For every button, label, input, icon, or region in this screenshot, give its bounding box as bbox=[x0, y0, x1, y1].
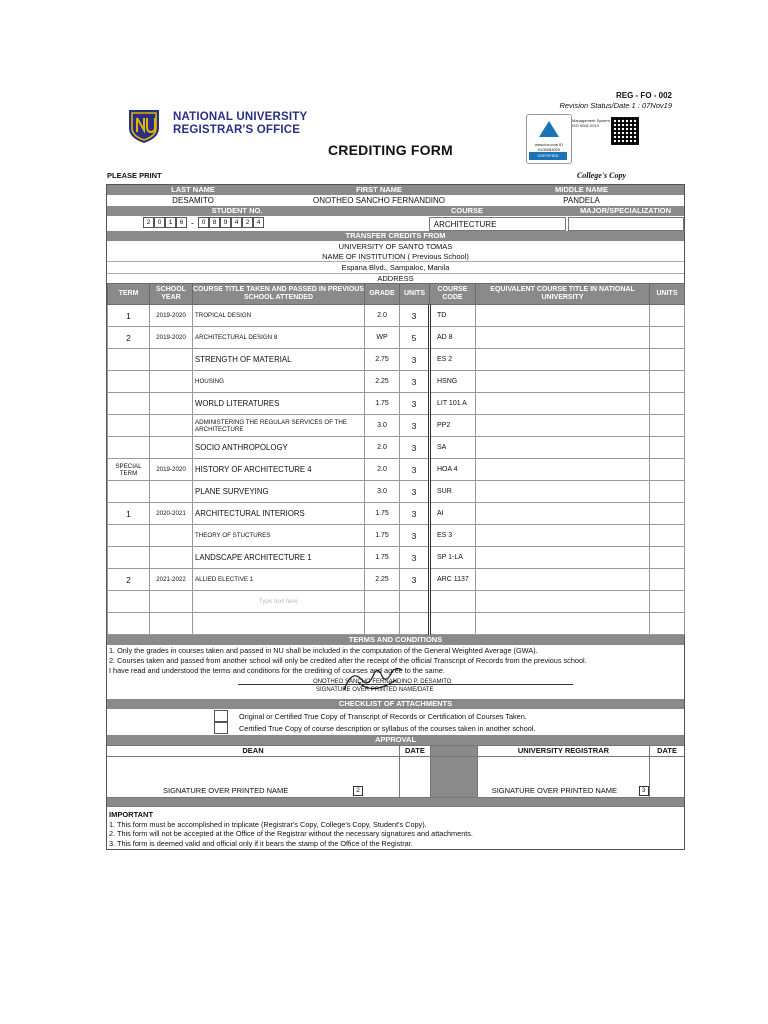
credit-grade[interactable]: 1.75 bbox=[365, 503, 400, 525]
credit-equivalent-units[interactable] bbox=[650, 569, 685, 591]
form-title: CREDITING FORM bbox=[328, 142, 453, 158]
middle-name-label: MIDDLE NAME bbox=[555, 185, 608, 194]
important-item-1: 1. This form must be accomplished in triplicate (Registrar's Copy, College's Copy, Student's Copy). bbox=[109, 819, 427, 829]
credit-grade[interactable]: 1.75 bbox=[365, 393, 400, 415]
credit-course-title[interactable]: TROPICAL DESIGN bbox=[193, 305, 365, 327]
credit-term[interactable] bbox=[108, 613, 150, 635]
credit-grade[interactable]: 2.25 bbox=[365, 569, 400, 591]
credits-table-row bbox=[108, 415, 685, 437]
last-name-label: LAST NAME bbox=[171, 185, 215, 194]
credit-school-year[interactable]: 2020-2021 bbox=[150, 503, 193, 525]
credit-course-code[interactable]: SP 1-LA bbox=[430, 547, 476, 569]
credit-units[interactable]: 3 bbox=[400, 349, 430, 371]
student-no-digit[interactable]: 4 bbox=[253, 217, 264, 228]
col-course-code: COURSE CODE bbox=[430, 284, 476, 305]
col-course-title: COURSE TITLE TAKEN AND PASSED IN PREVIOUS SCHOOL ATTENDED bbox=[193, 284, 365, 305]
university-name-line2: REGISTRAR'S OFFICE bbox=[173, 124, 301, 136]
credit-term[interactable] bbox=[108, 591, 150, 613]
credit-course-title[interactable]: ALLIED ELECTIVE 1 bbox=[193, 569, 365, 591]
credit-equivalent-title[interactable] bbox=[476, 547, 650, 569]
credits-table-row bbox=[108, 437, 685, 459]
credit-grade[interactable]: 2.25 bbox=[365, 371, 400, 393]
course-field[interactable]: ARCHITECTURE bbox=[429, 217, 566, 231]
student-no-digit[interactable]: 1 bbox=[165, 217, 176, 228]
approval-signature-row bbox=[107, 756, 684, 797]
credit-term[interactable]: 1 bbox=[108, 503, 150, 525]
dean-signature-label: SIGNATURE OVER PRINTED NAME bbox=[163, 786, 289, 795]
registrar-signature-label: SIGNATURE OVER PRINTED NAME bbox=[491, 786, 618, 795]
credit-grade[interactable]: 2.0 bbox=[365, 459, 400, 481]
signature-label: SIGNATURE OVER PRINTED NAME/DATE bbox=[316, 687, 434, 693]
address-field[interactable]: Espana Blvd., Sampaloc, Manila bbox=[107, 261, 684, 273]
credit-equivalent-units[interactable] bbox=[650, 415, 685, 437]
credit-course-code[interactable]: HOA 4 bbox=[430, 459, 476, 481]
credit-grade[interactable]: 1.75 bbox=[365, 547, 400, 569]
signer-name: ONOTHEO SANCHO FERNANDINO P. DESAMITO bbox=[313, 679, 452, 685]
important-item-2: 2. This form will not be accepted at the Office of the Registrar without the necessary signatures and attachments. bbox=[109, 829, 473, 838]
credit-equivalent-title[interactable] bbox=[476, 415, 650, 437]
credit-equivalent-title[interactable] bbox=[476, 437, 650, 459]
credit-equivalent-title[interactable] bbox=[476, 503, 650, 525]
registrar-date-label: DATE bbox=[657, 746, 677, 755]
credit-equivalent-title[interactable] bbox=[476, 459, 650, 481]
credit-units[interactable]: 3 bbox=[400, 415, 430, 437]
credits-table-row bbox=[108, 613, 685, 635]
credit-course-title[interactable]: HISTORY OF ARCHITECTURE 4 bbox=[193, 459, 365, 481]
credit-units[interactable]: 3 bbox=[400, 481, 430, 503]
name-value-row bbox=[107, 195, 684, 206]
terms-header-label: TERMS AND CONDITIONS bbox=[348, 635, 443, 644]
col-units2: UNITS bbox=[650, 284, 685, 305]
credit-equivalent-title[interactable] bbox=[476, 305, 650, 327]
credit-school-year[interactable] bbox=[150, 547, 193, 569]
credit-course-code[interactable]: AI bbox=[430, 503, 476, 525]
col-units: UNITS bbox=[400, 284, 430, 305]
terms-header bbox=[107, 635, 684, 645]
credit-school-year[interactable] bbox=[150, 525, 193, 547]
credit-term[interactable] bbox=[108, 437, 150, 459]
checklist-item-1-label: Original or Certified True Copy of Transcript of Records or Certification of Courses Taken. bbox=[239, 711, 527, 721]
credit-term[interactable] bbox=[108, 371, 150, 393]
student-no-dash: - bbox=[191, 217, 194, 228]
dean-label: DEAN bbox=[107, 746, 400, 756]
credits-table-row bbox=[108, 393, 685, 415]
credit-units[interactable]: 3 bbox=[400, 459, 430, 481]
credit-grade[interactable] bbox=[365, 591, 400, 613]
credit-units[interactable] bbox=[400, 591, 430, 613]
major-label: MAJOR/SPECIALIZATION bbox=[579, 206, 672, 215]
credit-course-title[interactable] bbox=[193, 613, 365, 635]
credit-units[interactable]: 3 bbox=[400, 525, 430, 547]
credit-units[interactable]: 3 bbox=[400, 305, 430, 327]
credit-units[interactable]: 3 bbox=[400, 371, 430, 393]
revision-status: Revision Status/Date 1 : 07Nov19 bbox=[559, 101, 672, 110]
checklist-header-label: CHECKLIST OF ATTACHMENTS bbox=[338, 699, 453, 708]
dean-signature-field[interactable] bbox=[107, 757, 400, 797]
credit-school-year[interactable] bbox=[150, 415, 193, 437]
credit-course-code[interactable] bbox=[430, 591, 476, 613]
registrar-signature-field[interactable] bbox=[478, 757, 650, 797]
credit-course-code[interactable]: ES 3 bbox=[430, 525, 476, 547]
credit-units[interactable]: 3 bbox=[400, 437, 430, 459]
student-no-boxes bbox=[107, 216, 429, 229]
qr-code-icon bbox=[611, 117, 639, 145]
credit-units[interactable] bbox=[400, 613, 430, 635]
transfer-credits-label: TRANSFER CREDITS FROM bbox=[345, 231, 446, 240]
dean-copy-number: 2 bbox=[353, 786, 363, 796]
credit-grade[interactable]: 1.75 bbox=[365, 525, 400, 547]
credit-equivalent-title[interactable] bbox=[476, 591, 650, 613]
credit-units[interactable]: 3 bbox=[400, 547, 430, 569]
credit-equivalent-title[interactable] bbox=[476, 525, 650, 547]
credit-term[interactable]: SPECIAL TERM bbox=[108, 459, 150, 481]
student-no-digit[interactable]: 2 bbox=[143, 217, 154, 228]
credit-course-title[interactable]: LANDSCAPE ARCHITECTURE 1 bbox=[193, 547, 365, 569]
credit-equivalent-title[interactable] bbox=[476, 327, 650, 349]
credit-school-year[interactable]: 2019-2020 bbox=[150, 327, 193, 349]
credits-table-row bbox=[108, 481, 685, 503]
credit-term[interactable] bbox=[108, 393, 150, 415]
credit-course-title[interactable]: WORLD LITERATURES bbox=[193, 393, 365, 415]
credit-course-code[interactable]: ARC 1137 bbox=[430, 569, 476, 591]
credit-equivalent-title[interactable] bbox=[476, 481, 650, 503]
credit-course-code[interactable]: LIT 101 A bbox=[430, 393, 476, 415]
crediting-form bbox=[106, 184, 685, 850]
student-no-field[interactable] bbox=[107, 216, 429, 231]
credit-equivalent-units[interactable] bbox=[650, 327, 685, 349]
credit-course-title[interactable]: ARCHITECTURAL DESIGN 8 bbox=[193, 327, 365, 349]
institution-label: NAME OF INSTITUTION ( Previous School) bbox=[322, 252, 469, 261]
credit-school-year[interactable]: 2021-2022 bbox=[150, 569, 193, 591]
terms-item-1: 1. Only the grades in courses taken and passed in NU shall be included in the computation of the General Weighted Average (GWA). bbox=[109, 646, 538, 655]
credit-term[interactable]: 2 bbox=[108, 569, 150, 591]
credit-course-title[interactable]: THEORY OF STUCTURES bbox=[193, 525, 365, 547]
terms-agreement: I have read and understood the terms and conditions for the crediting of courses and agree to the same. bbox=[109, 666, 445, 675]
credit-school-year[interactable] bbox=[150, 349, 193, 371]
dean-date-field[interactable] bbox=[400, 757, 431, 797]
credit-units[interactable]: 3 bbox=[400, 569, 430, 591]
credit-grade[interactable]: 3.0 bbox=[365, 415, 400, 437]
credit-grade[interactable] bbox=[365, 613, 400, 635]
credit-school-year[interactable] bbox=[150, 371, 193, 393]
credit-term[interactable] bbox=[108, 349, 150, 371]
credit-course-title[interactable]: HOUSING bbox=[193, 371, 365, 393]
checkbox-transcript[interactable] bbox=[214, 710, 228, 722]
credit-school-year[interactable]: 2019-2020 bbox=[150, 459, 193, 481]
credit-equivalent-units[interactable] bbox=[650, 547, 685, 569]
important-header: IMPORTANT bbox=[109, 810, 154, 819]
checklist-item-1 bbox=[107, 710, 684, 722]
student-course-header-row bbox=[107, 206, 684, 216]
credit-school-year[interactable] bbox=[150, 591, 193, 613]
credit-grade[interactable]: 3.0 bbox=[365, 481, 400, 503]
nu-seal-logo bbox=[125, 108, 163, 144]
terms-body bbox=[107, 645, 684, 699]
credit-equivalent-title[interactable] bbox=[476, 349, 650, 371]
tuv-certification-badge bbox=[526, 114, 572, 164]
credits-table-row bbox=[108, 525, 685, 547]
col-term: TERM bbox=[108, 284, 150, 305]
credit-equivalent-units[interactable] bbox=[650, 305, 685, 327]
address-label: ADDRESS bbox=[107, 273, 684, 283]
credit-equivalent-units[interactable] bbox=[650, 613, 685, 635]
student-no-digit[interactable]: 4 bbox=[231, 217, 242, 228]
credit-course-title[interactable]: ADMINISTERING THE REGULAR SERVICES OF THE ARCHITECTURE bbox=[193, 415, 365, 437]
credit-grade[interactable]: 2.75 bbox=[365, 349, 400, 371]
credit-course-title[interactable]: PLANE SURVEYING bbox=[193, 481, 365, 503]
credit-term[interactable]: 1 bbox=[108, 305, 150, 327]
student-no-digit[interactable]: 0 bbox=[198, 217, 209, 228]
credit-equivalent-title[interactable] bbox=[476, 371, 650, 393]
name-header-row bbox=[107, 185, 684, 195]
credits-table-row bbox=[108, 459, 685, 481]
credit-equivalent-units[interactable] bbox=[650, 591, 685, 613]
credit-equivalent-title[interactable] bbox=[476, 613, 650, 635]
cert-small-text: www.tuv.com ID 9105083020 bbox=[534, 142, 564, 152]
credits-table-row bbox=[108, 591, 685, 613]
credit-equivalent-units[interactable] bbox=[650, 525, 685, 547]
student-no-digit[interactable]: 6 bbox=[176, 217, 187, 228]
credit-units[interactable]: 3 bbox=[400, 393, 430, 415]
credit-course-code[interactable]: SA bbox=[430, 437, 476, 459]
credit-units[interactable]: 5 bbox=[400, 327, 430, 349]
credit-equivalent-units[interactable] bbox=[650, 437, 685, 459]
student-signature-block bbox=[109, 676, 682, 698]
student-no-digit[interactable]: 8 bbox=[209, 217, 220, 228]
credit-course-title[interactable]: ARCHITECTURAL INTERIORS bbox=[193, 503, 365, 525]
credit-equivalent-units[interactable] bbox=[650, 503, 685, 525]
registrar-date-field[interactable] bbox=[650, 757, 684, 797]
dean-date-label: DATE bbox=[400, 746, 431, 756]
col-grade: GRADE bbox=[365, 284, 400, 305]
important-notes bbox=[107, 806, 684, 849]
important-item-3: 3. This form is deemed valid and official only if it bears the stamp of the Office of the Registrar. bbox=[109, 838, 413, 848]
tuv-triangle-icon bbox=[539, 121, 559, 137]
credit-equivalent-title[interactable] bbox=[476, 393, 650, 415]
checklist-item-2 bbox=[107, 722, 684, 734]
credits-table-row bbox=[108, 569, 685, 591]
credit-term[interactable] bbox=[108, 547, 150, 569]
student-course-value-row bbox=[107, 216, 684, 231]
credits-table-row bbox=[108, 349, 685, 371]
credit-term[interactable]: 2 bbox=[108, 327, 150, 349]
credit-school-year[interactable] bbox=[150, 437, 193, 459]
credits-table-row bbox=[108, 371, 685, 393]
course-label: COURSE bbox=[450, 206, 484, 215]
transfer-credits-header bbox=[107, 231, 684, 241]
credit-course-code[interactable]: SUR bbox=[430, 481, 476, 503]
credits-table-row bbox=[108, 503, 685, 525]
credit-units[interactable]: 3 bbox=[400, 503, 430, 525]
approval-header-label: APPROVAL bbox=[374, 735, 417, 744]
col-school-year: SCHOOL YEAR bbox=[150, 284, 193, 305]
credit-equivalent-units[interactable] bbox=[650, 459, 685, 481]
student-no-digit[interactable]: 0 bbox=[154, 217, 165, 228]
credit-school-year[interactable]: 2019-2020 bbox=[150, 305, 193, 327]
student-no-digit[interactable]: 2 bbox=[242, 217, 253, 228]
credit-course-code[interactable]: PP2 bbox=[430, 415, 476, 437]
first-name-label: FIRST NAME bbox=[356, 185, 402, 194]
credit-term[interactable] bbox=[108, 481, 150, 503]
credit-course-code[interactable]: TD bbox=[430, 305, 476, 327]
copy-label: College's Copy bbox=[576, 171, 626, 180]
credit-equivalent-units[interactable] bbox=[650, 371, 685, 393]
registrar-label: UNIVERSITY REGISTRAR bbox=[478, 746, 650, 756]
form-code: REG - FO - 002 bbox=[615, 91, 672, 100]
credit-equivalent-units[interactable] bbox=[650, 481, 685, 503]
credit-term[interactable] bbox=[108, 525, 150, 547]
credits-table bbox=[107, 283, 685, 635]
please-print-label: PLEASE PRINT bbox=[107, 171, 162, 180]
registrar-copy-number: 3 bbox=[639, 786, 649, 796]
cert-bar-text: CERTIFIED bbox=[529, 152, 567, 160]
credit-term[interactable] bbox=[108, 415, 150, 437]
credit-course-code[interactable]: ES 2 bbox=[430, 349, 476, 371]
credit-equivalent-title[interactable] bbox=[476, 569, 650, 591]
credits-table-header bbox=[108, 284, 685, 305]
student-no-digit[interactable]: 9 bbox=[220, 217, 231, 228]
credit-course-code[interactable]: HSNG bbox=[430, 371, 476, 393]
university-name bbox=[173, 111, 307, 137]
credit-grade[interactable]: 2.0 bbox=[365, 437, 400, 459]
credit-course-code[interactable]: AD 8 bbox=[430, 327, 476, 349]
first-name-field[interactable]: ONOTHEO SANCHO FERNANDINO bbox=[312, 196, 445, 205]
credits-table-row bbox=[108, 547, 685, 569]
terms-item-2: 2. Courses taken and passed from another school will only be credited after the receipt of the official Transcript of Records from the previous school. bbox=[109, 656, 587, 665]
major-field[interactable] bbox=[568, 217, 684, 231]
credit-equivalent-units[interactable] bbox=[650, 393, 685, 415]
credits-table-row bbox=[108, 327, 685, 349]
credit-school-year[interactable] bbox=[150, 613, 193, 635]
credits-table-row bbox=[108, 305, 685, 327]
credit-equivalent-units[interactable] bbox=[650, 349, 685, 371]
checkbox-syllabus[interactable] bbox=[214, 722, 228, 734]
credit-school-year[interactable] bbox=[150, 481, 193, 503]
credit-school-year[interactable] bbox=[150, 393, 193, 415]
student-no-label: STUDENT NO. bbox=[211, 206, 263, 215]
university-name-line1: NATIONAL UNIVERSITY bbox=[173, 111, 308, 123]
credit-course-title[interactable]: SOCIO ANTHROPOLOGY bbox=[193, 437, 365, 459]
col-equivalent: EQUIVALENT COURSE TITLE IN NATIONAL UNIVERSITY bbox=[476, 284, 650, 305]
cert-description: Management System ISO 9001:2015 bbox=[572, 118, 610, 128]
checklist-item-2-label: Certified True Copy of course description or syllabus of the courses taken in another school. bbox=[239, 723, 536, 733]
approval-label-row bbox=[107, 745, 684, 756]
credit-grade[interactable]: WP bbox=[365, 327, 400, 349]
approval-header bbox=[107, 735, 684, 745]
checklist-header bbox=[107, 699, 684, 709]
credit-course-code[interactable] bbox=[430, 613, 476, 635]
credit-course-title[interactable]: Type text here bbox=[193, 591, 365, 613]
credit-course-title[interactable]: STRENGTH OF MATERIAL bbox=[193, 349, 365, 371]
last-name-field[interactable]: DESAMITO bbox=[172, 196, 214, 205]
institution-field[interactable]: UNIVERSITY OF SANTO TOMAS bbox=[338, 242, 453, 251]
middle-name-field[interactable]: PANDELA bbox=[563, 196, 600, 205]
credit-grade[interactable]: 2.0 bbox=[365, 305, 400, 327]
